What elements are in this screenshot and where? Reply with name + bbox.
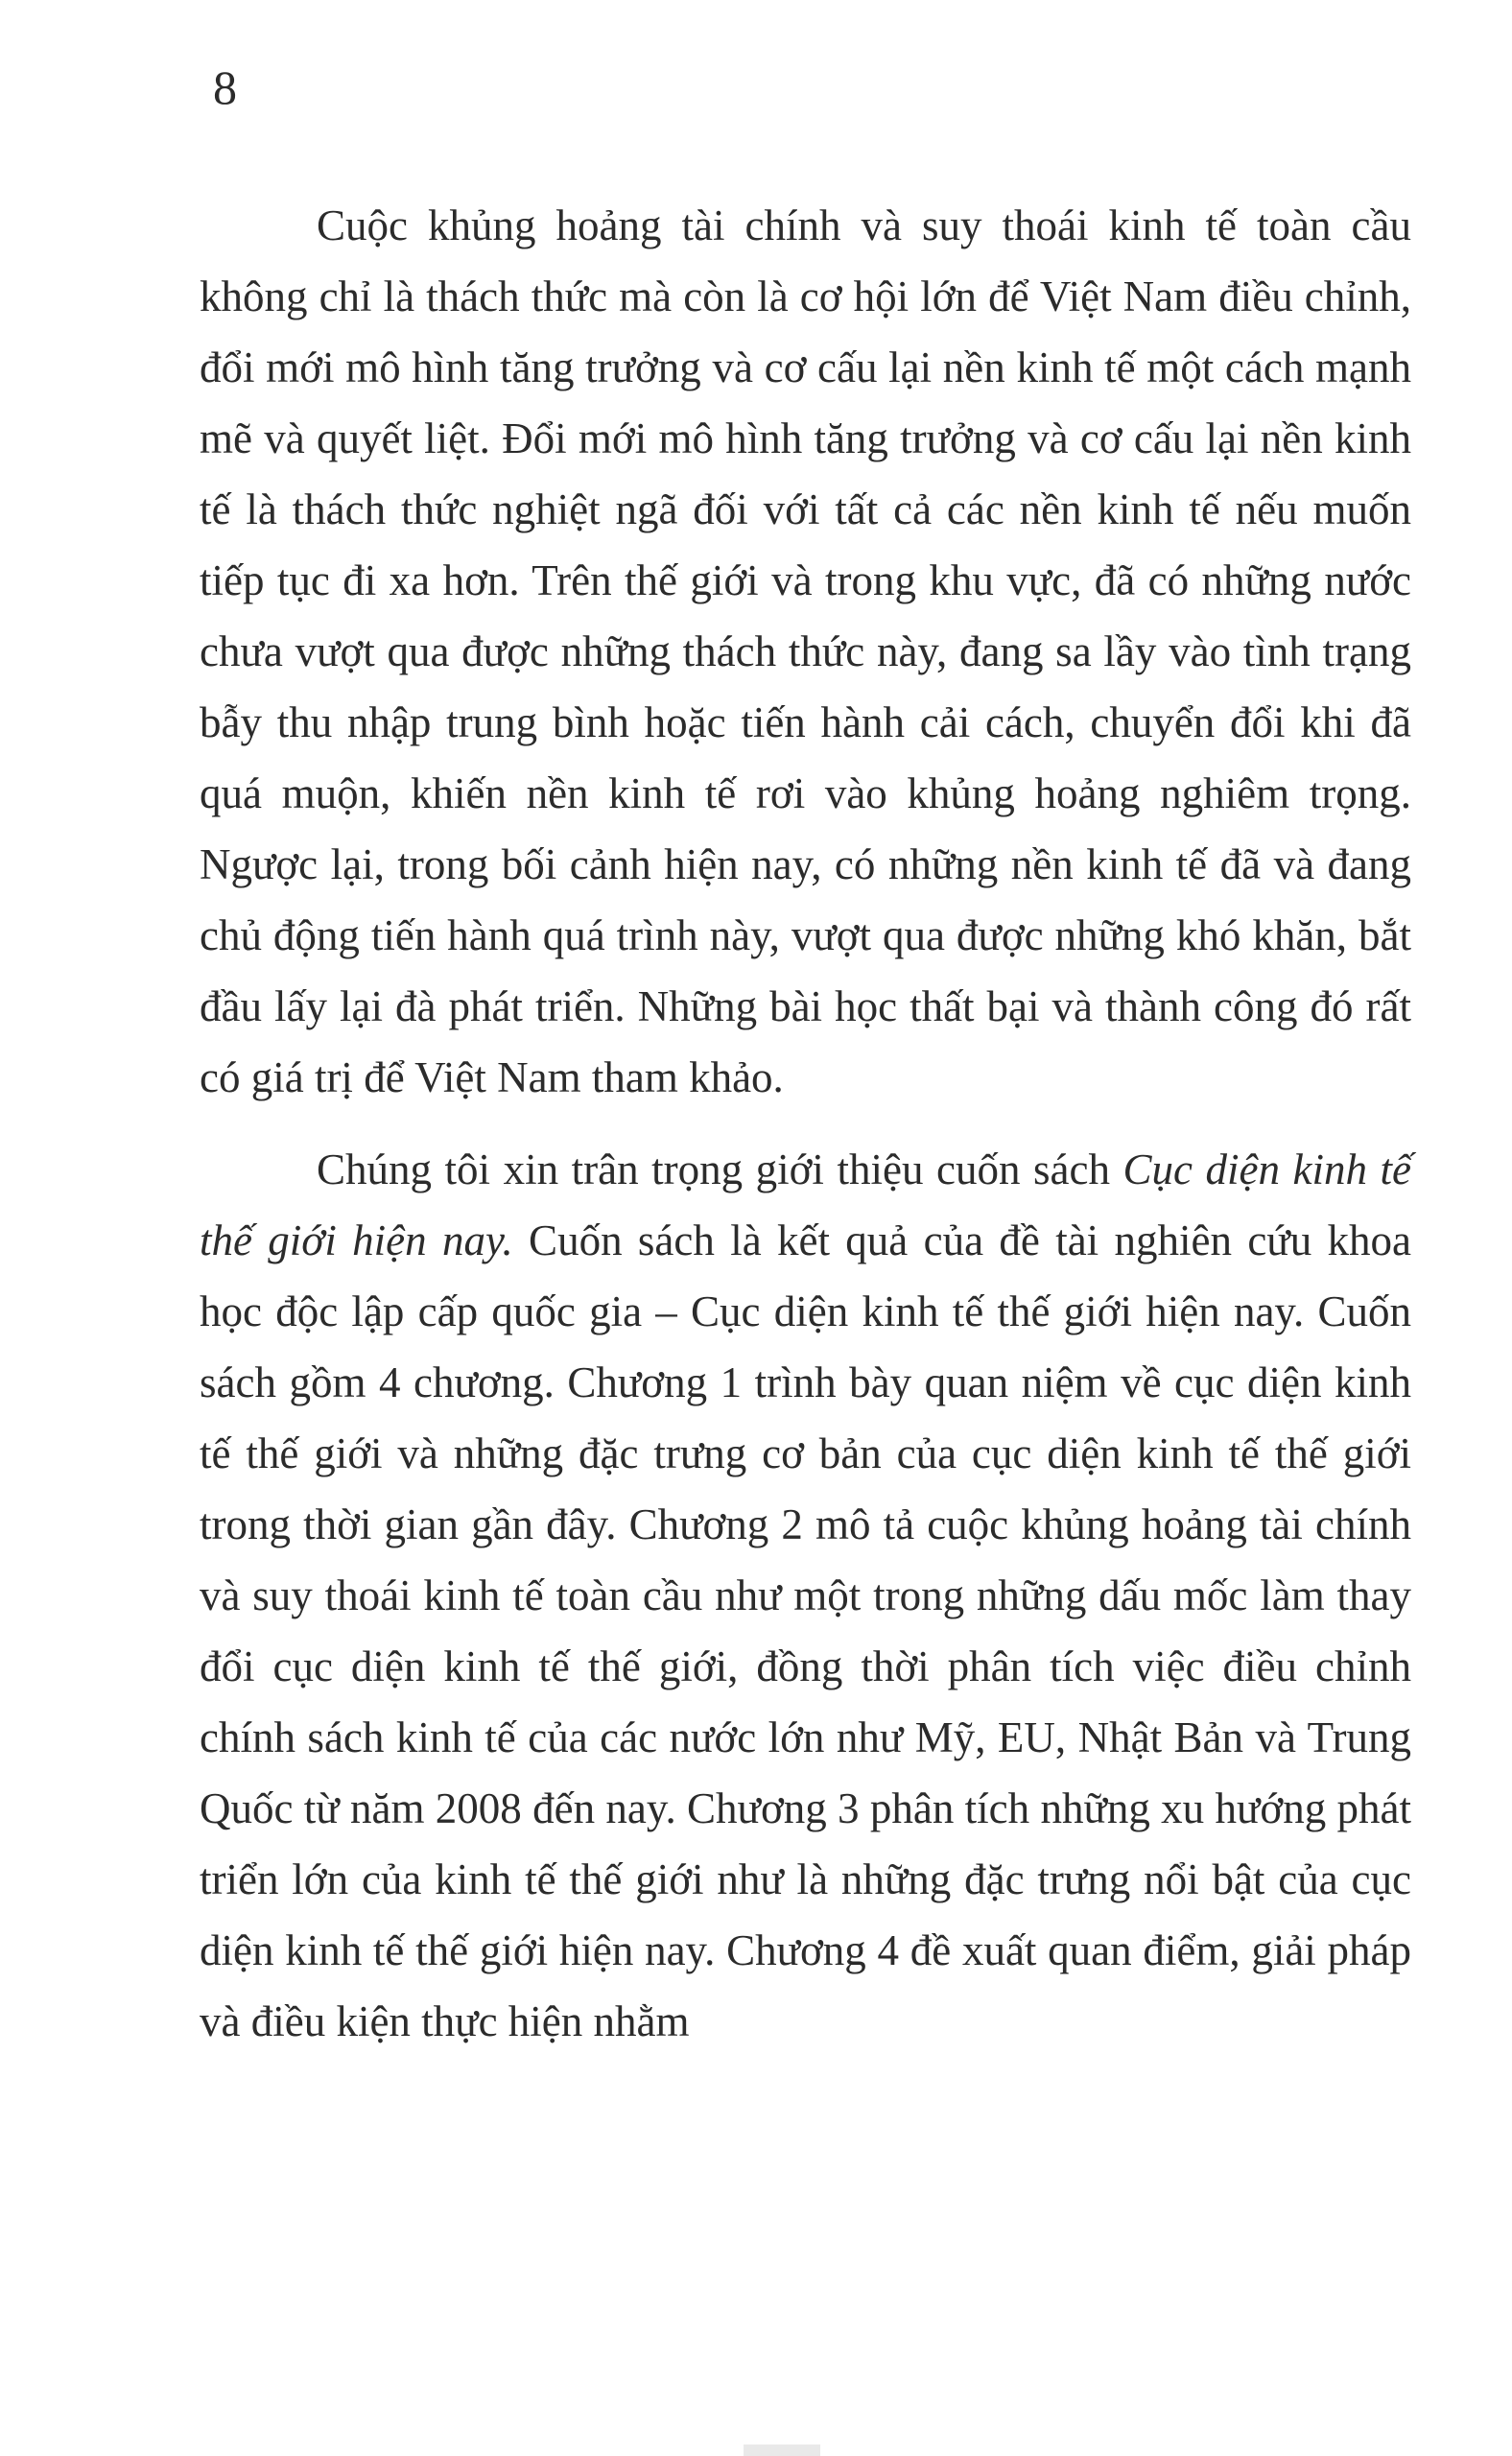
paragraph-2-rest: Cuốn sách là kết quả của đề tài nghiên cứu khoa học độc lập cấp quốc gia – Cục diện kinh tế thế giới hiện nay. Cuốn sách gồm 4 chương. Chương 1 trình bày quan niệm về cục diện kinh tế thế giới và những đặc trưng cơ bản của cục diện kinh tế thế giới trong thời gian gần đây. Chương 2 mô tả cuộc khủng hoảng tài chính và suy thoái kinh tế toàn cầu như một trong những dấu mốc làm thay đổi cục diện kinh tế thế giới, đồng thời phân tích việc điều chỉnh chính sách kinh tế của các nước lớn như Mỹ, EU, Nhật Bản và Trung Quốc từ năm 2008 đến nay. Chương 3 phân tích những xu hướng phát triển lớn của kinh tế thế giới như là những đặc trưng nổi bật của cục diện kinh tế thế giới hiện nay. Chương 4 đề xuất quan điểm, giải pháp và điều kiện thực hiện nhằm [200,1216,1411,2045]
page-edge-mark [744,2444,820,2456]
book-title: Cục diện kinh tế thế giới hiện nay. [200,1145,1411,1264]
paragraph-1: Cuộc khủng hoảng tài chính và suy thoái kinh tế toàn cầu không chỉ là thách thức mà còn là cơ hội lớn để Việt Nam điều chỉnh, đổi mới mô hình tăng trưởng và cơ cấu lại nền kinh tế một cách mạnh mẽ và quyết liệt. Đổi mới mô hình tăng trưởng và cơ cấu lại nền kinh tế là thách thức nghiệt ngã đối với tất cả các nền kinh tế nếu muốn tiếp tục đi xa hơn. Trên thế giới và trong khu vực, đã có những nước chưa vượt qua được những thách thức này, đang sa lầy vào tình trạng bẫy thu nhập trung bình hoặc tiến hành cải cách, chuyển đổi khi đã quá muộn, khiến nền kinh tế rơi vào khủng hoảng nghiêm trọng. Ngược lại, trong bối cảnh hiện nay, có những nền kinh tế đã và đang chủ động tiến hành quá trình này, vượt qua được những khó khăn, bắt đầu lấy lại đà phát triển. Những bài học thất bại và thành công đó rất có giá trị để Việt Nam tham khảo. [200,201,1411,1101]
paragraph-2-lead: Chúng tôi xin trân trọng giới thiệu cuốn sách [317,1145,1123,1193]
body-text [200,190,1411,2057]
paragraph-2 [200,1134,1411,2057]
page-number: 8 [213,60,237,114]
